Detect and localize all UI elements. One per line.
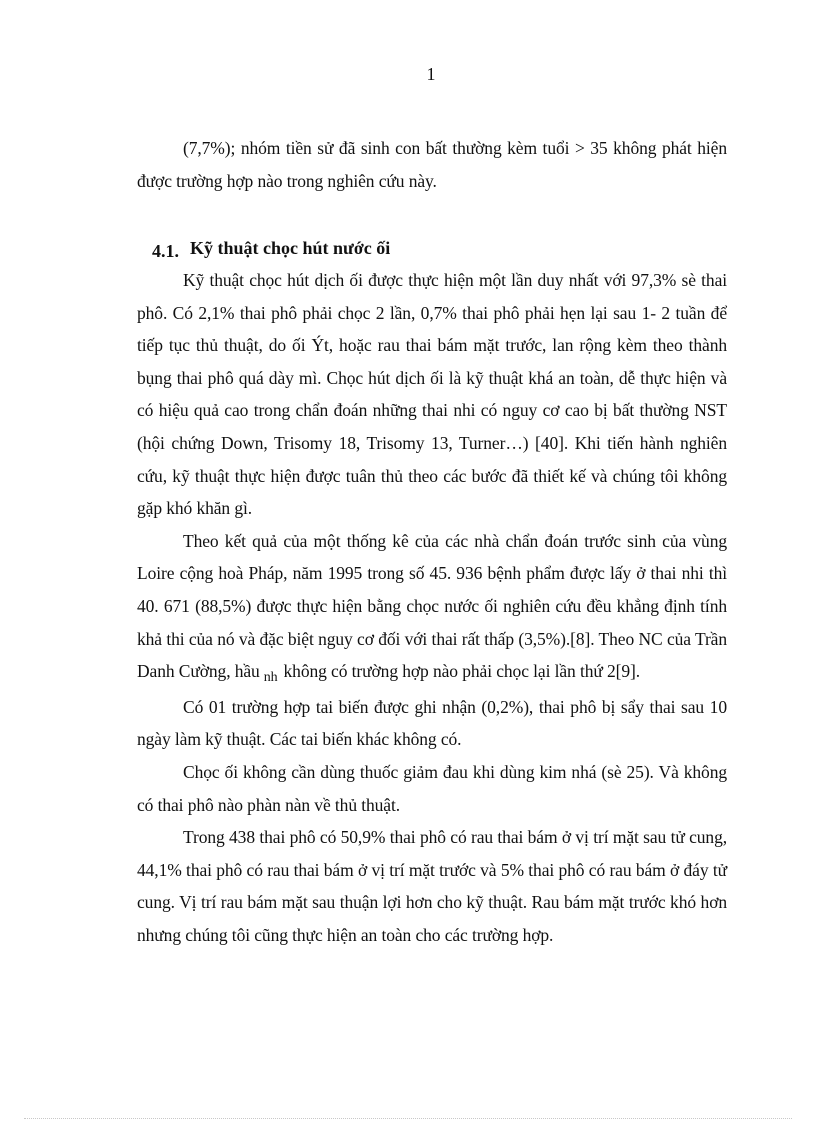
paragraph-technique: Kỹ thuật chọc hút dịch ối được thực hiện một lần duy nhất với 97,3% sè thai phô. Có 2,1% thai phô phải chọc 2 lần, 0,7% thai phô phải hẹn lại sau 1- 2 tuần để tiếp tục thủ thuật, do ối Ýt, hoặc rau thai bám mặt trước, lan rộng kèm theo thành bụng thai phô quá dày mì. Chọc hút dịch ối là kỹ thuật khá an toàn, dễ thực hiện và có hiệu quả cao trong chẩn đoán những thai nhi có nguy cơ cao bị bất thường NST (hội chứng Down, Trisomy 18, Trisomy 13, Turner…) [40]. Khi tiến hành nghiên cứu, kỹ thuật thực hiện được tuân thủ theo các bước đã thiết kế và chúng tôi không gặp khó khăn gì. [137,270,727,519]
paragraph-anesthesia: Chọc ối không cần dùng thuốc giảm đau khi dùng kim nhá (sè 25). Và không có thai phô nào phàn nàn về thủ thuật. [137,761,727,815]
paragraph-statistics-main: Theo kết quả của một thống kê của các nhà chẩn đoán trước sinh của vùng Loire cộng hoà Pháp, năm 1995 trong số 45. 936 bệnh phẩm được lấy ở thai nhi thì 40. 671 (88,5%) được thực hiện bằng chọc nước ối nghiên cứu đều khẳng định tính khả thi của nó và đặc biệt nguy cơ đối với thai rất thấp (3,5%).[8]. Theo NC của Trần Danh Cường, hầu [137,530,727,682]
intro-paragraph-block [137,132,727,197]
intro-paragraph: (7,7%); nhóm tiền sử đã sinh con bất thường kèm tuổi > 35 không phát hiện được trường hợp nào trong nghiên cứu này. [137,138,727,191]
paragraph-statistics-end: không có trường hợp nào phải chọc lại lần thứ 2[9]. [283,661,641,682]
page-bottom-divider [24,1118,792,1119]
paragraph-complications: Có 01 trường hợp tai biến được ghi nhận (0,2%), thai phô bị sẩy thai sau 10 ngày làm kỹ thuật. Các tai biến khác không có. [137,696,727,750]
section-heading [152,238,390,259]
section-title: Kỹ thuật chọc hút nước ối [190,238,391,258]
section-body [137,264,727,951]
section-number: 4.1. [152,241,179,261]
subscript-fragment: nh [263,670,278,686]
paragraph-placenta: Trong 438 thai phô có 50,9% thai phô có rau thai bám ở vị trí mặt sau tử cung, 44,1% thai phô có rau thai bám ở vị trí mặt trước và 5% thai phô có rau bám ở đáy tử cung. Vị trí rau bám mặt sau thuận lợi hơn cho kỹ thuật. Rau bám mặt trước khó hơn nhưng chúng tôi cũng thực hiện an toàn cho các trường hợp. [137,827,727,945]
page-number: 1 [426,64,436,84]
paragraph-statistics [137,525,727,691]
